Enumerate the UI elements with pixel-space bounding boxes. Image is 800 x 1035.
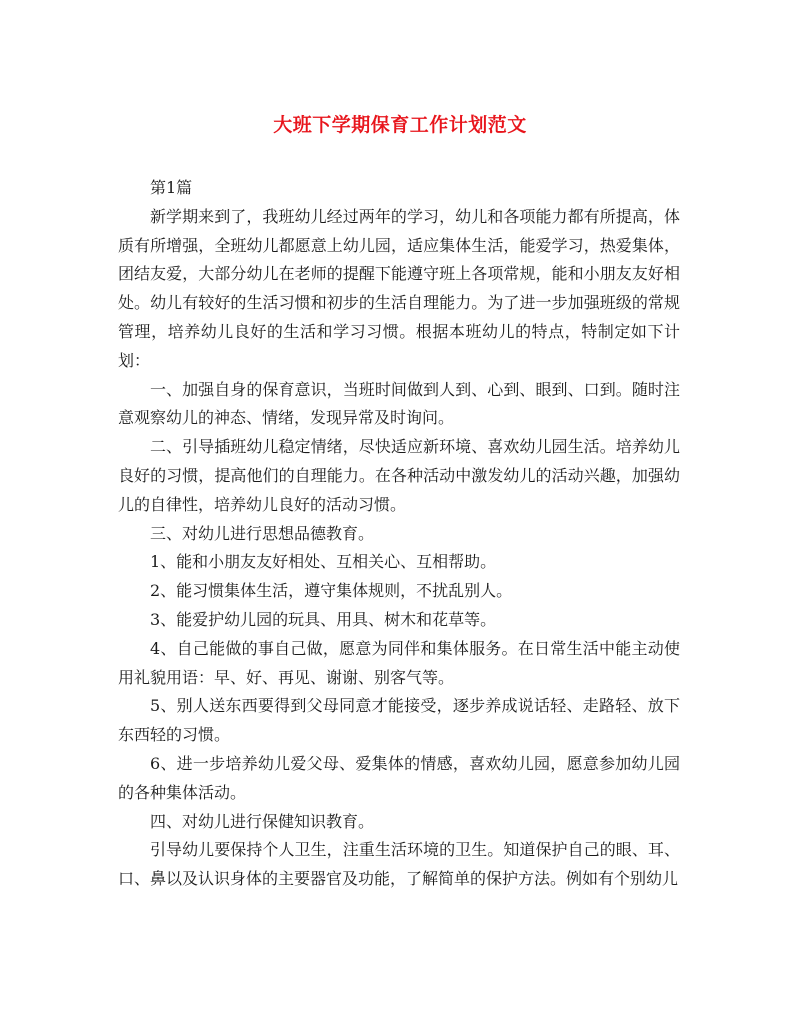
- closing-paragraph: 引导幼儿要保持个人卫生，注重生活环境的卫生。知道保护自己的眼、耳、口、鼻以及认识身体的主要器官及功能，了解简单的保护方法。例如有个别幼儿: [118, 840, 680, 889]
- paragraph-item-2: 二、引导插班幼儿稳定情绪，尽快适应新环境、喜欢幼儿园生活。培养幼儿良好的习惯，提高他们的自理能力。在各种活动中激发幼儿的活动兴趣，加强幼儿的自律性，培养幼儿良好的活动习惯。: [118, 437, 680, 514]
- paragraph-item-3: 三、对幼儿进行思想品德教育。: [150, 523, 375, 543]
- list-item-2: 2、能习惯集体生活，遵守集体规则，不扰乱别人。: [150, 581, 513, 601]
- paragraph-item-1: 一、加强自身的保育意识，当班时间做到人到、心到、眼到、口到。随时注意观察幼儿的神态、情绪，发现异常及时询问。: [118, 379, 680, 428]
- list-item-1: 1、能和小朋友友好相处、互相关心、互相帮助。: [150, 552, 497, 572]
- list-item-3: 3、能爱护幼儿园的玩具、用具、树木和花草等。: [150, 609, 497, 629]
- paragraph-item-4: 四、对幼儿进行保健知识教育。: [150, 811, 375, 831]
- document-body: [118, 174, 680, 894]
- section-label: 第1篇: [150, 178, 193, 197]
- document-title: 大班下学期保育工作计划范文: [273, 114, 527, 136]
- intro-paragraph: 新学期来到了，我班幼儿经过两年的学习，幼儿和各项能力都有所提高，体质有所增强，全班幼儿都愿意上幼儿园，适应集体生活，能爱学习，热爱集体，团结友爱，大部分幼儿在老师的提醒下能遵守班上各项常规，能和小朋友友好相处。幼儿有较好的生活习惯和初步的生活自理能力。为了进一步加强班级的常规管理，培养幼儿良好的生活和学习习惯。根据本班幼儿的特点，特制定如下计划：: [118, 206, 680, 370]
- list-item-6: 6、进一步培养幼儿爱父母、爱集体的情感，喜欢幼儿园，愿意参加幼儿园的各种集体活动。: [118, 753, 680, 802]
- list-item-4: 4、自己能做的事自己做，愿意为同伴和集体服务。在日常生活中能主动使用礼貌用语：早、好、再见、谢谢、别客气等。: [118, 638, 680, 687]
- list-item-5: 5、别人送东西要得到父母同意才能接受，逐步养成说话轻、走路轻、放下东西轻的习惯。: [118, 696, 680, 745]
